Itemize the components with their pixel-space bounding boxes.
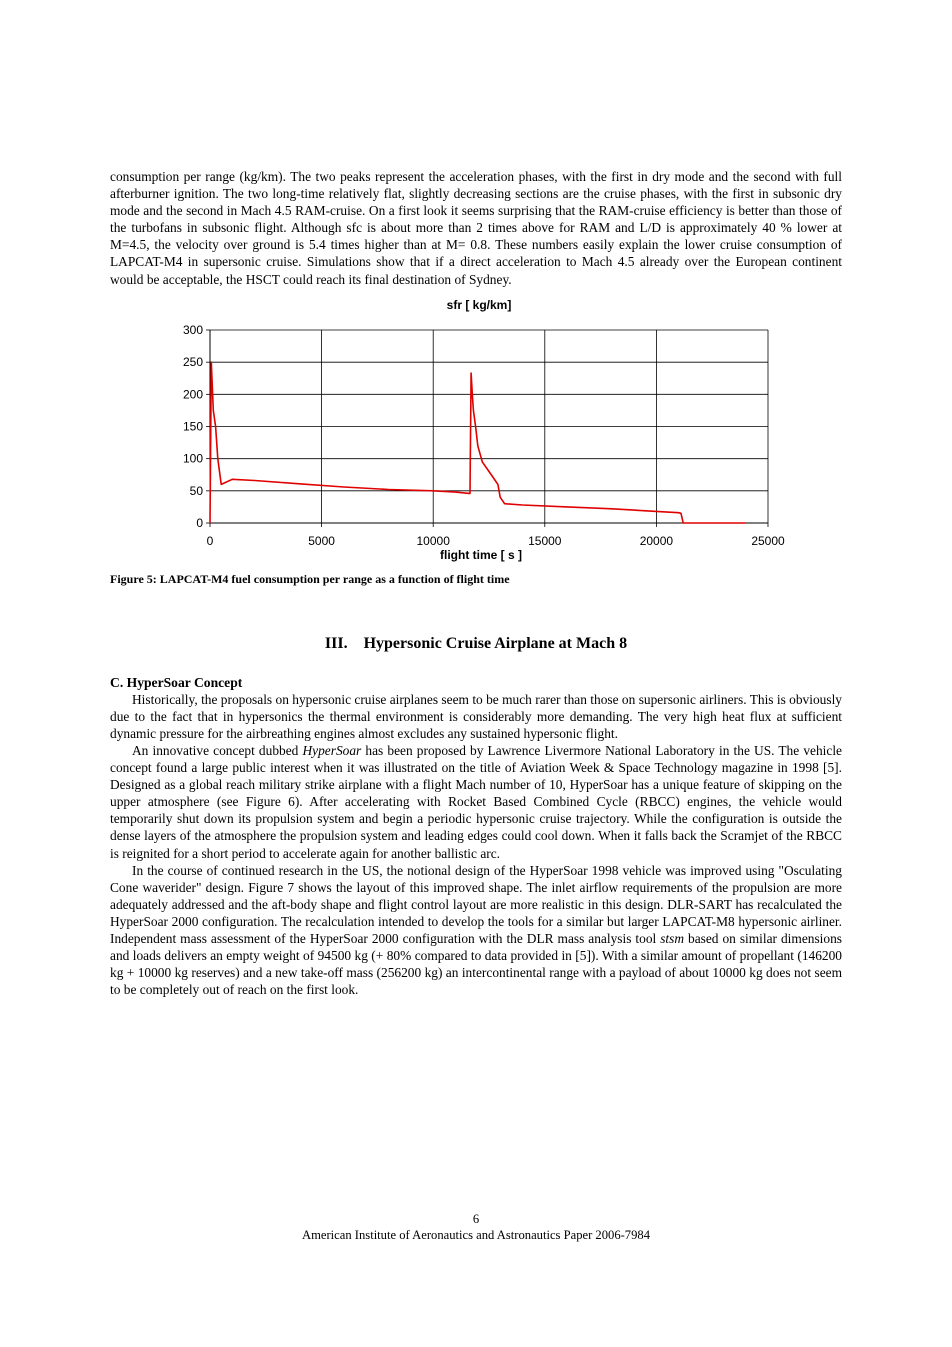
paragraph-3: In the course of continued research in the US, the notional design of the HyperSoar 1998 vehicle was improved using "Osculating Cone waverider" design. Figure 7 shows the layout of this improved shape. The inlet airflow requirements of the propulsion are more adequately addressed and the aft-body shape and flight control layout are more realistic in this design. DLR-SART has recalculated the HyperSoar 2000 configuration. The recalculation intended to develop the tools for a similar but larger LAPCAT-M8 hypersonic airliner. Independent mass assessment of the HyperSoar 2000 configuration with the DLR mass analysis tool stsm based on similar dimensions and loads delivers an empty weight of 94500 kg (+ 80% compared to data provided in [5]). With a similar amount of propellant (146200 kg + 10000 kg reserves) and a new take-off mass (256200 kg) an intercontinental range with a payload of about 10000 kg does not seem to be completely out of reach on the first look. <box>110 862 842 998</box>
x-tick-label: 0 <box>206 533 214 548</box>
subsection-heading: C. HyperSoar Concept <box>110 674 243 690</box>
chart-svg <box>110 288 842 570</box>
y-tick-label: 150 <box>182 419 203 434</box>
series-line-sfr <box>210 362 746 523</box>
figure-caption: Figure 5: LAPCAT-M4 fuel consumption per range as a function of flight time <box>110 571 510 586</box>
x-tick-label: 25000 <box>751 533 785 548</box>
y-tick-label: 300 <box>182 322 203 337</box>
y-tick-label: 50 <box>189 483 203 498</box>
y-tick-label: 100 <box>182 451 203 466</box>
y-tick-label: 200 <box>182 386 203 401</box>
x-tick-label: 10000 <box>416 533 450 548</box>
page-number: 6 <box>472 1212 480 1226</box>
intro-paragraph: consumption per range (kg/km). The two peaks represent the acceleration phases, with the first in dry mode and the second with full afterburner ignition. The two long-time relatively flat, slightly decreasing sections are the cruise phases, with the first in subsonic dry mode and the second in Mach 4.5 RAM-cruise. On a first look it seems surprising that the RAM-cruise efficiency is better than those of the turbofans in subsonic flight. Although sfc is about more than 2 times above for RAM and L/D is approximately 40 % lower at M=4.5, the velocity over ground is 5.4 times higher than at M= 0.8. These numbers easily explain the lower cruise consumption of LAPCAT-M4 in supersonic cruise. Simulations show that if a direct acceleration to Mach 4.5 already over the European continent would be acceptable, the HSCT could reach its final destination of Sydney. <box>110 169 842 287</box>
paragraph-2: An innovative concept dubbed HyperSoar has been proposed by Lawrence Livermore National Laboratory in the US. The vehicle concept found a large public interest when it was illustrated on the title of Aviation Week & Space Technology magazine in 1998 [5]. Designed as a global reach military strike airplane with a flight Mach number of 10, HyperSoar has a unique feature of skipping on the upper atmosphere (see Figure 6). After accelerating with Rocket Based Combined Cycle (RBCC) engines, the vehicle would temporarily shut down its propulsion system and begin a periodic hypersonic cruise trajectory. While the configuration is outside the dense layers of the atmosphere the propulsion system and leading edges could cool down. When it falls back the Scramjet of the RBCC is reignited for a short period to accelerate again for another ballistic arc. <box>110 742 842 861</box>
y-tick-label: 250 <box>182 354 203 369</box>
x-tick-label: 5000 <box>308 533 335 548</box>
page-content <box>110 168 842 998</box>
paragraph-1: Historically, the proposals on hypersonic cruise airplanes seem to be much rarer than those on supersonic airliners. This is obviously due to the fact that in hypersonics the thermal environment is considerably more demanding. The very high heat flux at sufficient dynamic pressure for the airbreathing engines almost excludes any sustained hypersonic flight. <box>110 691 842 741</box>
section-heading: III. Hypersonic Cruise Airplane at Mach 8 <box>324 634 628 652</box>
x-tick-label: 15000 <box>528 533 562 548</box>
y-tick-label: 0 <box>196 515 203 530</box>
chart-title: sfr [ kg/km] <box>446 297 512 312</box>
x-tick-label: 20000 <box>639 533 674 548</box>
footer-publication: American Institute of Aeronautics and Astronautics Paper 2006-7984 <box>302 1228 650 1242</box>
x-axis-label: flight time [ s ] <box>440 547 522 562</box>
figure-5-chart <box>110 288 842 570</box>
